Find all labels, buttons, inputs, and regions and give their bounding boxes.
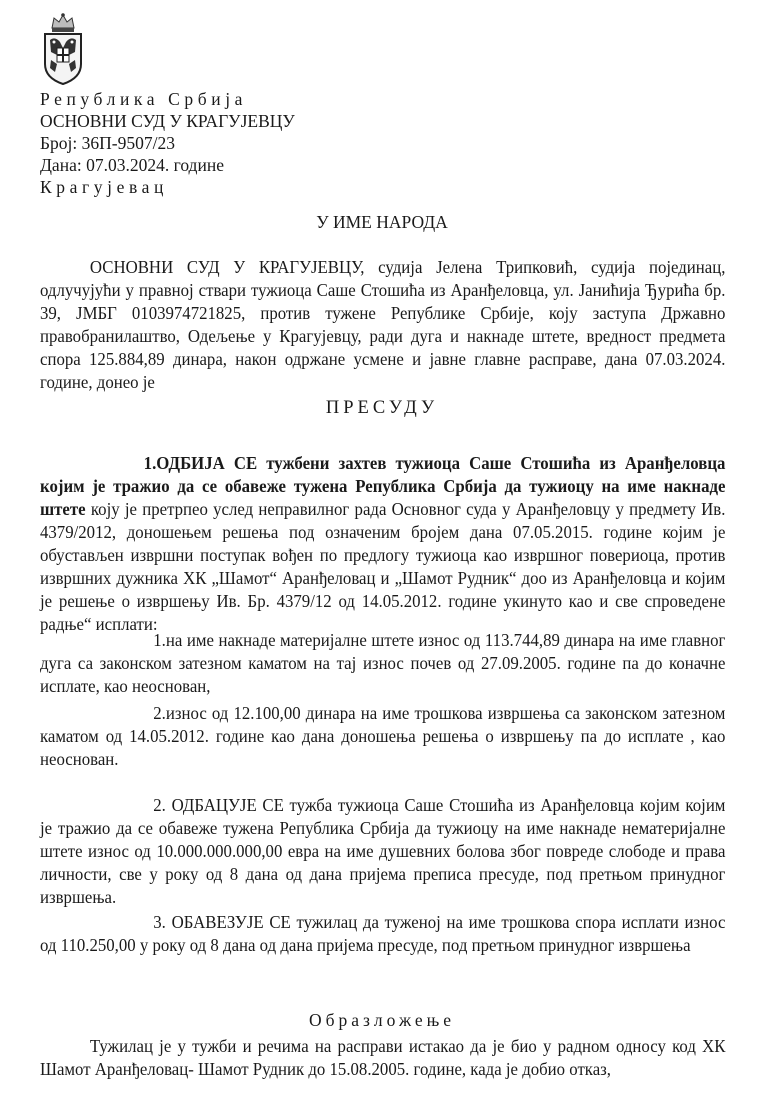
item-1-text: 1.на име накнаде материјалне штете износ од 113.744,89 динара на име главног дуга са законском затезном каматом на тај износ почев од 27.09.2005. године па до коначне исплате, као неоснован,	[40, 630, 726, 696]
verdict-section-2	[40, 794, 725, 909]
section-1-operative-text: 1.ОДБИЈА СЕ тужбени захтев тужиоца Саше Стошића из Аранђеловца којим је тражио да се обавеже тужена Република Србија да тужиоцу на име накнаде штете	[40, 453, 726, 519]
case-number: Број: 36П-9507/23	[40, 133, 175, 153]
section-1-text: коју је претрпео услед неправилног рада Основног суда у Аранђеловцу у предмету Ив. 4379/2012, доношењем решења под означеним бројем дана 07.05.2015. године којим је обустављен извршни поступак вођен по предлогу тужиоца као извршног повериоца, против извршних дужника ХК „Шамот“ Аранђеловац и „Шамот Рудник“ доо из Аранђеловца и којим је решење о извршењу Ив. Бр. 4379/12 од 14.05.2012. године укинуто као и све спроведене радње“ исплати:	[40, 499, 726, 634]
verdict-heading: ПРЕСУДУ	[325, 398, 439, 418]
verdict-section-1-item-1	[40, 629, 725, 698]
court-name: ОСНОВНИ СУД У КРАГУЈЕВЦУ	[40, 111, 295, 131]
section-3-text: 3. ОБАВЕЗУЈЕ СЕ тужилац да туженој на име трошкова спора исплати износ од 110.250,00 у року од 8 дана од дана пријема пресуде, под претњом принудног извршења	[40, 912, 726, 955]
verdict-section-1-item-2	[40, 702, 725, 771]
section-2-text: 2. ОДБАЦУЈЕ СЕ тужба тужиоца Саше Стошића из Аранђеловца којим којим је тражио да се обавеже тужена Република Србија да тужиоцу на име накнаде нематеријалне штете износ од 10.000.000.000,00 евра на име душевних болова због повреде слободе и права личности, све у року од 8 дана од дана пријема преписа пресуде, под претњом принудног извршења.	[40, 795, 726, 907]
serbian-coat-of-arms-icon	[40, 12, 86, 86]
reasoning-paragraph	[40, 1035, 725, 1081]
verdict-section-1	[40, 452, 725, 636]
in-name-of-people-heading: У ИМЕ НАРОДА	[316, 212, 448, 232]
intro-text: ОСНОВНИ СУД У КРАГУЈЕВЦУ, судија Јелена Трипковић, судија појединац, одлучујући у правној ствари тужиоца Саше Стошића из Аранђеловца, ул. Јанићија Ђурића бр. 39, ЈМБГ 0103974721825, против тужене Републике Србије, коју заступа Државно правобранилаштво, Одељење у Крагујевцу, ради дуга и накнаде штете, вредност предмета спора 125.884,89 динара, након одржане усмене и јавне главне расправе, дана 07.03.2024. године, донео је	[40, 257, 726, 392]
reasoning-text: Тужилац је у тужби и речима на расправи истакао да је био у радном односу код ХК Шамот Аранђеловац- Шамот Рудник до 15.08.2005. године, када је добио отказ,	[40, 1036, 726, 1079]
intro-paragraph	[40, 256, 725, 394]
document-header	[40, 88, 295, 198]
verdict-section-3	[40, 911, 725, 957]
country-name: Република Србија	[40, 89, 248, 109]
document-date: Дана: 07.03.2024. године	[40, 155, 224, 175]
item-2-text: 2.износ од 12.100,00 динара на име трошкова извршења са законском затезном каматом од 14.05.2012. године као дана доношења решења о извршењу па до исплате , као неоснован.	[40, 703, 726, 769]
reasoning-heading: Образложење	[308, 1010, 456, 1030]
city-name: Крагујевац	[40, 177, 168, 197]
